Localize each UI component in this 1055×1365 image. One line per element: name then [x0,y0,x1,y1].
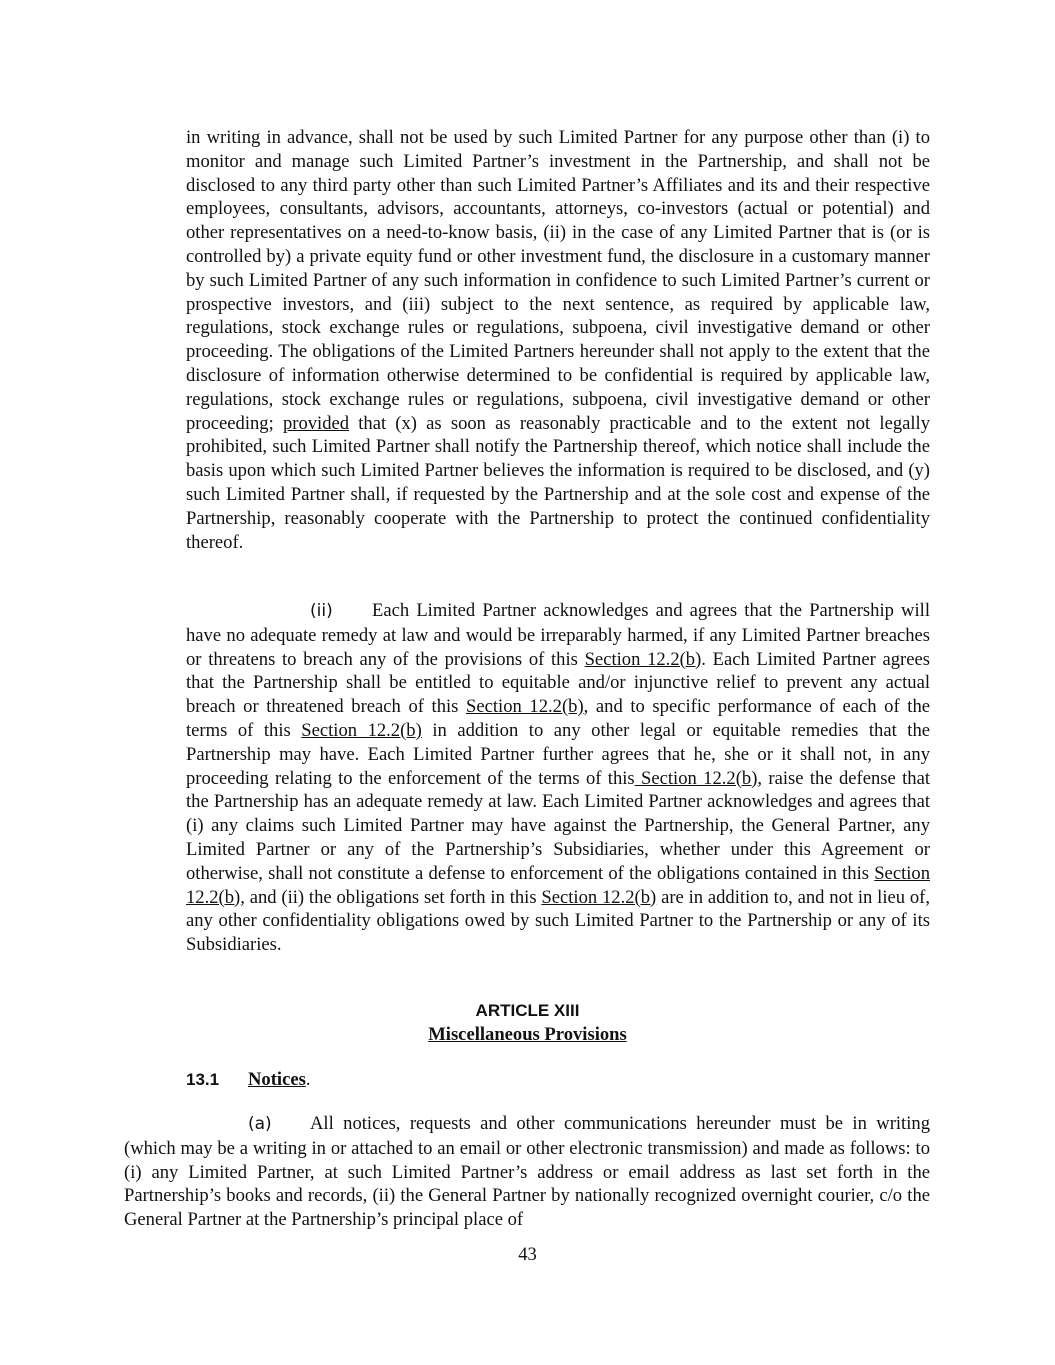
subsection-label: (ii) [310,601,333,621]
paragraph-text: , and to specific performance of each of the terms of this [186,696,930,741]
article-number: ARTICLE XIII [475,1001,580,1020]
paragraph-text: in addition to any other legal or equitable remedies that the Partnership may have. Each Limited Partner further agrees that he, she or it shall not, in any proceeding relating to the enforcement of the terms of this [186,719,931,789]
article-title: Miscellaneous Provisions [428,1024,627,1045]
confidentiality-paragraph [186,126,930,554]
section-reference: Section 12.2(b) [301,719,422,741]
paragraph-text: , raise the defense that the Partnership has an adequate remedy at law. Each Limited Partner acknowledges and agrees that (i) any claims such Limited Partner may have against the Partnership, the General Partner, any Limited Partner or any of the Partnership’s Subsidiaries, whether under this Agreement or otherwise, shall not constitute a defense to enforcement of the obligations contained in this [186,767,931,884]
paragraph-text: are in addition to, and not in lieu of, any other confidentiality obligations owed by such Limited Partner to the Partnership or any of its Subsidiaries. [186,886,931,956]
section-reference: Section 12.2(b) [634,767,758,789]
section-reference: Section 12.2(b) [186,862,930,908]
section-reference: Section 12.2(b) [466,696,584,718]
paragraph-text: Each Limited Partner acknowledges and agrees that the Partnership will have no adequate remedy at law and would be irreparably harmed, if any Limited Partner breaches or threatens to breach any of the provisions of this [186,600,930,670]
subsection-label: (a) [248,1114,272,1134]
section-period: . [305,1069,311,1090]
remedies-paragraph [186,599,930,957]
paragraph-text: , and (ii) the obligations set forth in this [240,886,542,908]
provided-term: provided [282,412,350,434]
section-title: Notices [248,1069,306,1090]
notices-paragraph [124,1112,930,1232]
section-reference: Section 12.2(b) [541,886,657,908]
section-heading [186,1068,310,1092]
paragraph-text: that (x) as soon as reasonably practicable and to the extent not legally prohibited, such Limited Partner shall notify the Partnership thereof, which notice shall include the basis upon which such Limited Partner believes the information is required to be disclosed, and (y) such Limited Partner shall, if requested by the Partnership and at the sole cost and expense of the Partnership, reasonably cooperate with the Partnership to protect the continued confidentiality thereof. [186,412,930,553]
section-number: 13.1 [186,1070,220,1089]
page-number: 43 [518,1244,537,1265]
paragraph-text: . Each Limited Partner agrees that the Partnership shall be entitled to equitable and/or injunctive relief to prevent any actual breach or threatened breach of this [186,648,930,718]
paragraph-text: All notices, requests and other communications hereunder must be in writing (which may be a writing in or attached to an email or other electronic transmission) and made as follows: to (i) any Limited Partner, at such Limited Partner’s address or email address as last set forth in the Partnership’s books and records, (ii) the General Partner by nationally recognized overnight courier, c/o the General Partner at the Partnership’s principal place of [124,1113,930,1231]
section-reference: Section 12.2(b) [584,648,702,670]
paragraph-text: in writing in advance, shall not be used by such Limited Partner for any purpose other than (i) to monitor and manage such Limited Partner’s investment in the Partnership, and shall not be disclosed to any third party other than such Limited Partner’s Affiliates and its and their respective employees, consultants, advisors, accountants, attorneys, co-investors (actual or potential) and other representatives on a need-to-know basis, (ii) in the case of any Limited Partner that is (or is controlled by) a private equity fund or other investment fund, the disclosure in a customary manner by such Limited Partner of any such information in confidence to such Limited Partner’s current or prospective investors, and (iii) subject to the next sentence, as required by applicable law, regulations, stock exchange rules or regulations, subpoena, civil investigative demand or other proceeding. The obligations of the Limited Partners hereunder shall not apply to the extent that the disclosure of information otherwise determined to be confidential is required by applicable law, regulations, stock exchange rules or regulations, subpoena, civil investigative demand or other proceeding; [186,127,930,434]
